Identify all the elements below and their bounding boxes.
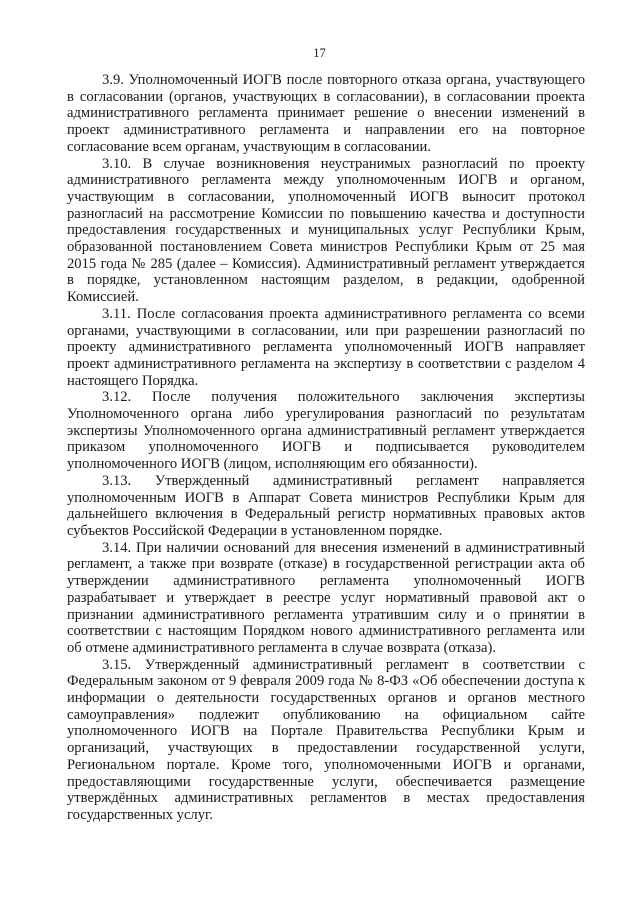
document-body (67, 72, 585, 824)
paragraph-3-12: 3.12. После получения положительного заключения экспертизы Уполномоченного органа либо урегулирования разногласий по результатам экспертизы Уполномоченного органа административный регламент утверждается приказом уполномоченного ИОГВ и подписывается руководителем уполномоченного ИОГВ (лицом, исполняющим его обязанности). (67, 389, 585, 473)
paragraph-3-9: 3.9. Уполномоченный ИОГВ после повторного отказа органа, участвующего в согласовании (органов, участвующих в согласовании), в согласовании проекта административного регламента принимает решение о внесении изменений в проект административного регламента и направлении его на повторное согласование всем органам, участвующим в согласовании. (67, 72, 585, 155)
paragraph-3-11: 3.11. После согласования проекта административного регламента со всеми органами, участвующими в согласовании, или при разрешении разногласий по проекту административного регламента уполномоченный ИОГВ направляет проект административного регламента на экспертизу в соответствии с разделом 4 настоящего Порядка. (67, 305, 585, 389)
paragraph-3-14: 3.14. При наличии оснований для внесения изменений в административный регламент, а также при возврате (отказе) в государственной регистрации акта об утверждении административного регламента уполномоченный ИОГВ разрабатывает и утверждает в реестре услуг нормативный правовой акт о признании административного регламента утратившим силу и о принятии в соответствии с настоящим Порядком нового административного регламента или об отмене административного регламента в случае возврата (отказа). (67, 539, 585, 656)
page-number: 17 (313, 46, 326, 60)
paragraph-3-10: 3.10. В случае возникновения неустранимых разногласий по проекту административного регламента между уполномоченным ИОГВ и органом, участвующим в согласовании, уполномоченный ИОГВ выносит протокол разногласий на рассмотрение Комиссии по повышению качества и доступности предоставления государственных и муниципальных услуг Республики Крым, образованной постановлением Совета министров Республики Крым от 25 мая 2015 года № 285 (далее – Комиссия). Административный регламент утверждается в порядке, установленном настоящим разделом, в редакции, одобренной Комиссией. (67, 155, 585, 306)
paragraph-3-13: 3.13. Утвержденный административный регламент направляется уполномоченным ИОГВ в Аппарат Совета министров Республики Крым для дальнейшего включения в Федеральный регистр нормативных правовых актов субъектов Российской Федерации в установленном порядке. (67, 472, 585, 539)
paragraph-3-15: 3.15. Утвержденный административный регламент в соответствии с Федеральным законом от 9 февраля 2009 года № 8-ФЗ «Об обеспечении доступа к информации о деятельности государственных органов и органов местного самоуправления» подлежит опубликованию на официальном сайте уполномоченного ИОГВ на Портале Правительства Республики Крым и организаций, участвующих в предоставлении государственной услуги, Региональном портале. Кроме того, уполномоченными ИОГВ и органами, предоставляющими государственные услуги, обеспечивается размещение утверждённых административных регламентов в местах предоставления государственных услуг. (67, 656, 585, 823)
